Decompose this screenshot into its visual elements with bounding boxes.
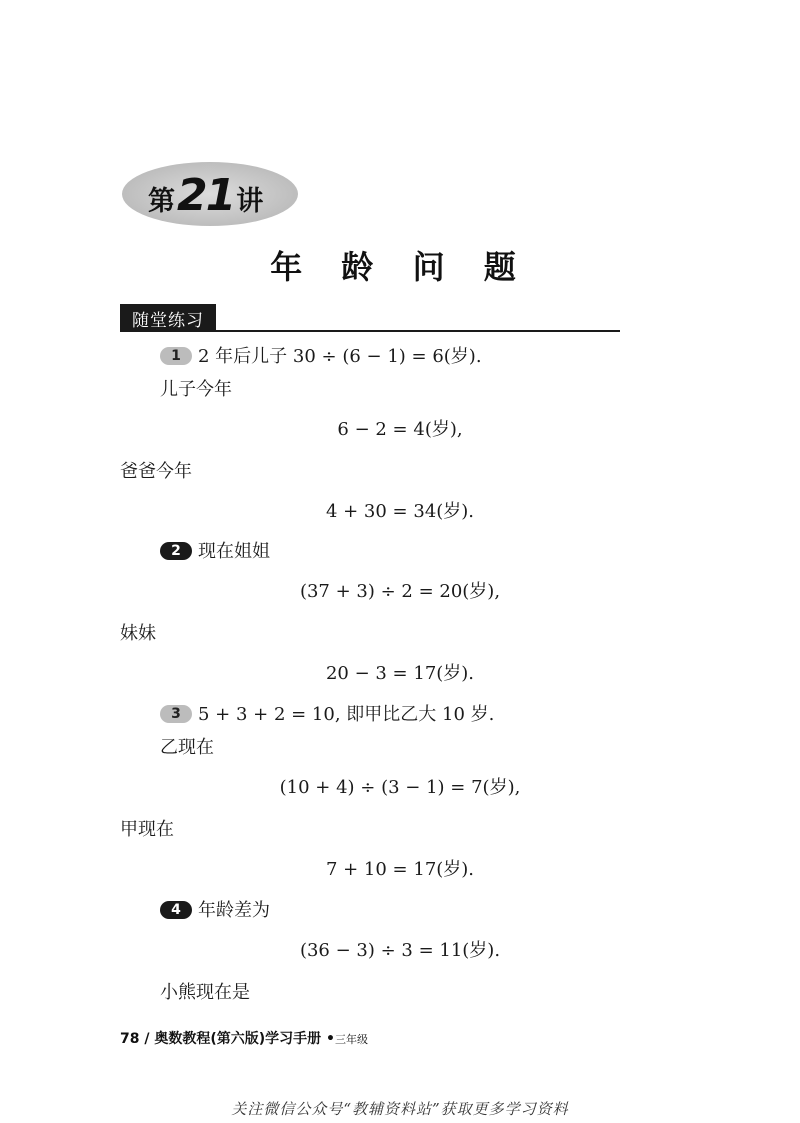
problem-4-first-line xyxy=(160,899,270,923)
problem-number-badge: 2 xyxy=(160,542,192,560)
problem-4-equation: (36 − 3) ÷ 3 = 11(岁). xyxy=(299,940,501,961)
lecture-number-heading xyxy=(148,170,263,220)
problem-4-line: 小熊现在是 xyxy=(160,982,250,1003)
problem-1-line: 儿子今年 xyxy=(160,379,232,400)
problem-2-first-line xyxy=(160,540,270,564)
problem-2-line: 妹妹 xyxy=(120,623,156,644)
problem-number-badge: 1 xyxy=(160,347,192,365)
lecture-suffix: 讲 xyxy=(236,186,264,217)
problem-text: 5 + 3 + 2 = 10, 即甲比乙大 10 岁. xyxy=(198,704,495,725)
problem-1-line: 爸爸今年 xyxy=(120,461,192,482)
watermark-text: 关注微信公众号“教辅资料站”获取更多学习资料 xyxy=(231,1100,569,1118)
problem-3-first-line xyxy=(160,703,494,727)
problem-2-equation: (37 + 3) ÷ 2 = 20(岁), xyxy=(299,581,501,602)
problem-1-equation: 6 − 2 = 4(岁), xyxy=(337,419,463,440)
book-title: 奥数教程(第六版)学习手册 xyxy=(154,1031,322,1047)
problem-3-line: 乙现在 xyxy=(160,737,214,758)
problem-text: 年龄差为 xyxy=(198,900,270,921)
problem-3-equation: (10 + 4) ÷ (3 − 1) = 7(岁), xyxy=(279,777,521,798)
problem-1-equation: 4 + 30 = 34(岁). xyxy=(325,501,475,522)
problem-1-first-line xyxy=(160,345,482,369)
problem-2-equation: 20 − 3 = 17(岁). xyxy=(325,663,475,684)
footer-separator: / xyxy=(144,1031,150,1047)
problem-number-badge: 4 xyxy=(160,901,192,919)
footer-dot: • xyxy=(326,1031,335,1047)
page-number: 78 xyxy=(120,1031,140,1047)
problem-3-equation: 7 + 10 = 17(岁). xyxy=(325,859,475,880)
page-title: 年 龄 问 题 xyxy=(270,248,530,286)
grade-label: 三年级 xyxy=(334,1033,368,1046)
page-footer xyxy=(120,1028,368,1048)
section-label: 随堂练习 xyxy=(120,304,216,332)
problem-text: 2 年后儿子 30 ÷ (6 − 1) = 6(岁). xyxy=(198,346,482,367)
lecture-prefix: 第 xyxy=(148,186,175,217)
problem-number-badge: 3 xyxy=(160,705,192,723)
section-divider xyxy=(120,330,620,332)
problem-3-line: 甲现在 xyxy=(120,819,174,840)
lecture-number: 21 xyxy=(177,170,235,221)
problem-text: 现在姐姐 xyxy=(198,541,270,562)
